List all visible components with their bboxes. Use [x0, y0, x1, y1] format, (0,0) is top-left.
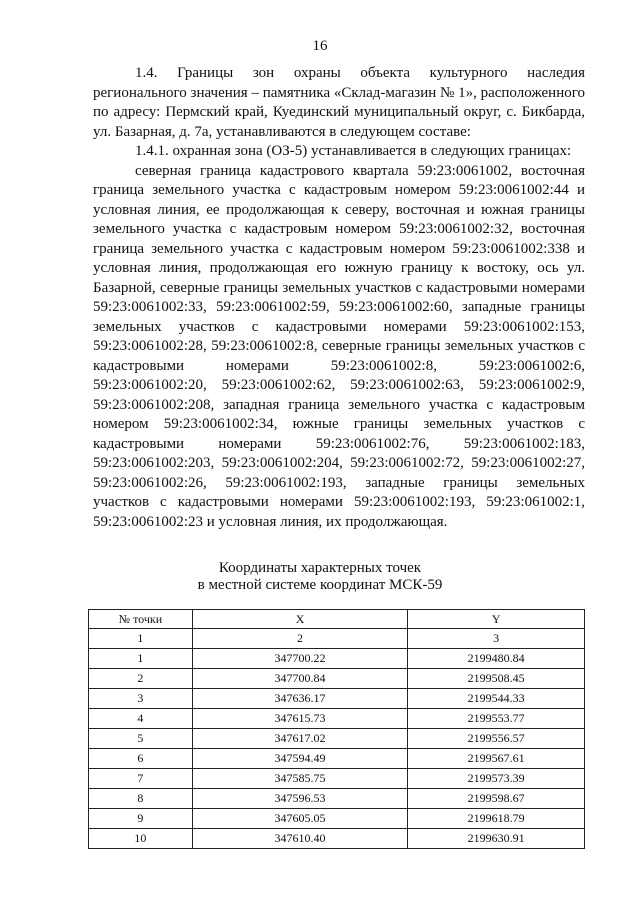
point-number-cell: 9: [89, 809, 193, 829]
table-index-row: [89, 629, 585, 649]
point-number-cell: 6: [89, 749, 193, 769]
y-cell: 2199567.61: [408, 749, 585, 769]
point-number-cell: 3: [89, 689, 193, 709]
x-cell: 347596.53: [192, 789, 408, 809]
paragraph-section-1-4: 1.4. Границы зон охраны объекта культурного наследия регионального значения – памятника «Склад-магазин № 1», расположенного по адресу: Пермский край, Куединский муниципальный округ, с. Бикбарда, ул. Базарная, д. 7а, устанавливаются в следующем составе:: [93, 65, 585, 140]
index-cell: 2: [192, 629, 408, 649]
table-row: [89, 769, 585, 789]
coordinates-table: [88, 609, 585, 849]
caption-line-1: Координаты характерных точек: [218, 560, 422, 576]
header-point-number: № точки: [89, 610, 193, 629]
table-row: [89, 709, 585, 729]
header-y: Y: [408, 610, 585, 629]
point-number-cell: 2: [89, 669, 193, 689]
paragraph-boundary-description: северная граница кадастрового квартала 59:23:0061002, восточная граница земельного участка с кадастровым номером 59:23:0061002:44 и условная линия, ее продолжающая к северу, восточная и южная границы земельного участка с кадастровым номером 59:23:0061002:32, восточная граница земельного участка с кадастровым номером 59:23:0061002:338 и условная линия, продолжающая его южную границу к востоку, ось ул. Базарной, северные границы земельных участков с кадастровыми номерами 59:23:0061002:33, 59:23:0061002:59, 59:23:0061002:60, западные границы земельных участков с кадастровыми номерами 59:23:0061002:153, 59:23:0061002:28, 59:23:0061002:8, северные границы земельных участков с кадастровыми номерами 59:23:0061002:8, 59:23:0061002:6, 59:23:0061002:20, 59:23:0061002:62, 59:23:0061002:63, 59:23:0061002:9, 59:23:0061002:208, западная граница земельного участка с кадастровым номером 59:23:0061002:34, южные границы земельных участков с кадастровыми номерами 59:23:0061002:76, 59:23:0061002:183, 59:23:0061002:203, 59:23:0061002:204, 59:23:0061002:72, 59:23:0061002:27, 59:23:0061002:26, 59:23:0061002:193, западные границы земельных участков с кадастровыми номерами 59:23:0061002:193, 59:23:061002:1, 59:23:0061002:23 и условная линия, их продолжающая.: [93, 162, 585, 530]
caption-line-2: в местной системе координат МСК-59: [197, 577, 443, 593]
document-body: [93, 64, 585, 532]
point-number-cell: 7: [89, 769, 193, 789]
point-number-cell: 5: [89, 729, 193, 749]
table-row: [89, 829, 585, 849]
table-row: [89, 689, 585, 709]
point-number-cell: 8: [89, 789, 193, 809]
table-row: [89, 749, 585, 769]
index-cell: 1: [89, 629, 193, 649]
y-cell: 2199553.77: [408, 709, 585, 729]
x-cell: 347636.17: [192, 689, 408, 709]
y-cell: 2199480.84: [408, 649, 585, 669]
x-cell: 347594.49: [192, 749, 408, 769]
y-cell: 2199556.57: [408, 729, 585, 749]
table-header-row: [89, 610, 585, 629]
x-cell: 347700.22: [192, 649, 408, 669]
y-cell: 2199544.33: [408, 689, 585, 709]
table-row: [89, 789, 585, 809]
y-cell: 2199508.45: [408, 669, 585, 689]
x-cell: 347610.40: [192, 829, 408, 849]
y-cell: 2199598.67: [408, 789, 585, 809]
table-row: [89, 809, 585, 829]
page-number: 16: [312, 38, 328, 54]
x-cell: 347585.75: [192, 769, 408, 789]
x-cell: 347700.84: [192, 669, 408, 689]
point-number-cell: 4: [89, 709, 193, 729]
y-cell: 2199573.39: [408, 769, 585, 789]
x-cell: 347605.05: [192, 809, 408, 829]
index-cell: 3: [408, 629, 585, 649]
x-cell: 347615.73: [192, 709, 408, 729]
table-row: [89, 729, 585, 749]
header-x: X: [192, 610, 408, 629]
point-number-cell: 1: [89, 649, 193, 669]
point-number-cell: 10: [89, 829, 193, 849]
x-cell: 347617.02: [192, 729, 408, 749]
table-row: [89, 669, 585, 689]
paragraph-section-1-4-1: 1.4.1. охранная зона (ОЗ-5) устанавливается в следующих границах:: [135, 143, 572, 159]
y-cell: 2199630.91: [408, 829, 585, 849]
table-row: [89, 649, 585, 669]
table-caption: [0, 560, 640, 594]
y-cell: 2199618.79: [408, 809, 585, 829]
